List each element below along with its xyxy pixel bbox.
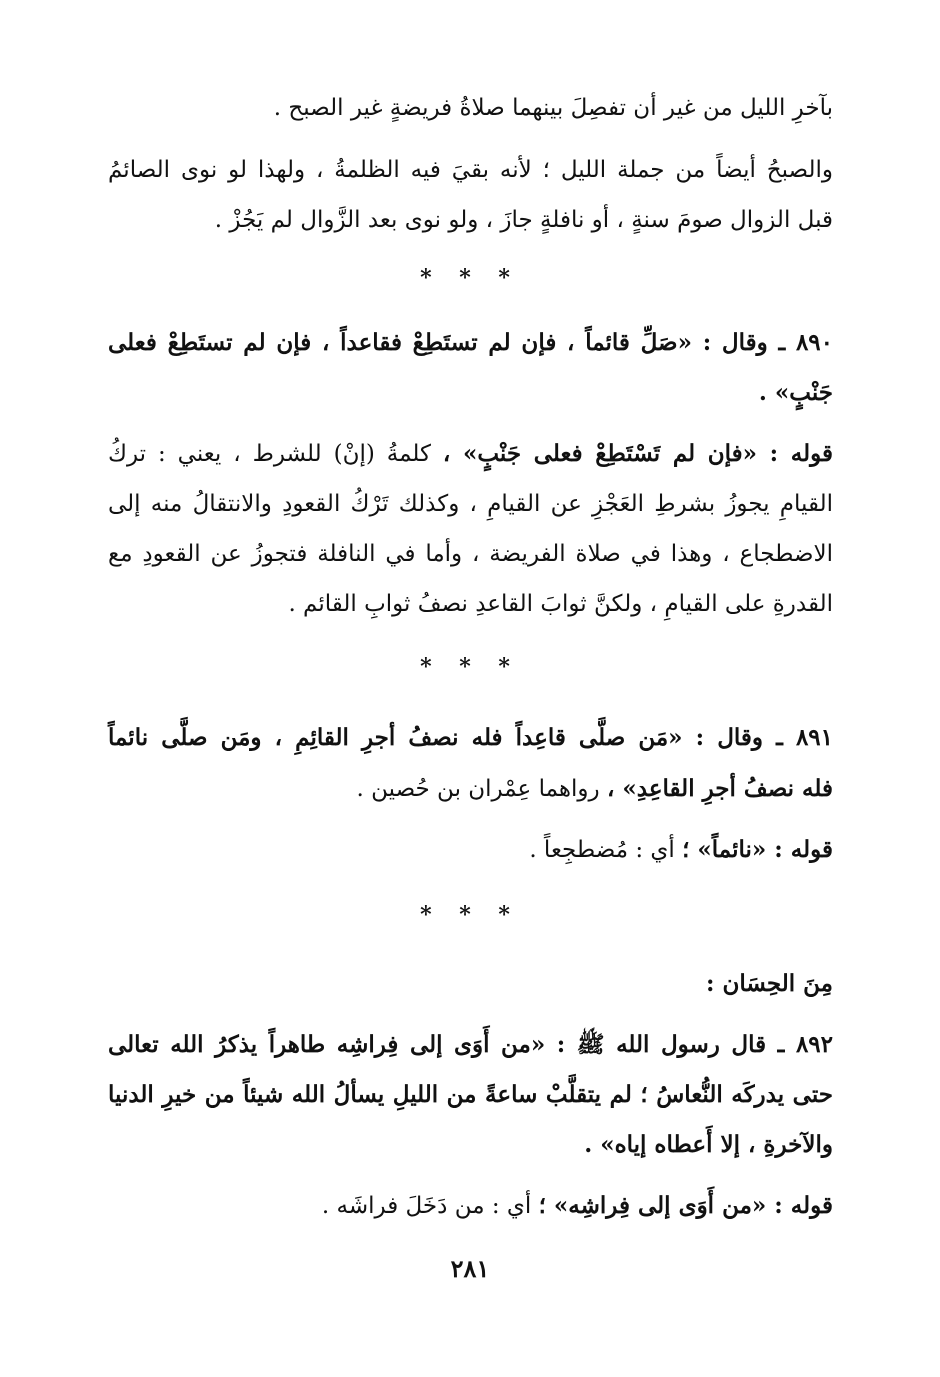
commentary-quote: قوله : «فإن لم تَسْتَطِعْ فعلى جَنْبٍ» ،	[442, 440, 833, 467]
hadith-892-line: والآخرةِ ، إلا أَعطاه إياه» .	[584, 1131, 833, 1158]
page-number: ٢٨١	[450, 1254, 490, 1283]
section-separator: * * *	[420, 265, 520, 291]
commentary-text: كلمةُ (إنْ) للشرط ، يعني : تركُ	[108, 441, 443, 467]
text-line: والصبحُ أيضاً من جملة الليل ؛ لأنه بقيَ فيه الظلمةُ ، ولهذا لو نوى الصائمُ	[108, 157, 833, 183]
commentary-line	[108, 434, 833, 474]
hadith-891-text: فله نصفُ أجرِ القاعِدِ» ،	[606, 775, 833, 802]
hadith-891-line: ٨٩١ ـ وقال : «مَن صلَّى قاعِداً فله نصفُ أجرِ القائِمِ ، ومَن صلَّى نائماً	[108, 724, 833, 751]
narration-text: رواهما عِمْران بن حُصين .	[356, 776, 607, 802]
hadith-891-line	[108, 769, 833, 809]
commentary-quote: قوله : «من أَوَى إلى فِراشِه» ؛	[538, 1192, 833, 1219]
commentary-line: القيامِ يجوزُ بشرطِ العَجْزِ عن القيامِ ، وكذلك تَرْكُ القعودِ والانتقالُ منه إلى	[108, 491, 833, 517]
hadith-890-line: جَنْبٍ» .	[758, 379, 833, 406]
commentary-line: القدرةِ على القيامِ ، ولكنَّ ثوابَ القاعدِ نصفُ ثوابِ القائم .	[288, 591, 833, 617]
section-separator: * * *	[420, 654, 520, 680]
hadith-892-line: ٨٩٢ ـ قال رسول الله ﷺ : «من أَوَى إلى فِراشِه طاهراً يذكرُ الله تعالى	[108, 1031, 833, 1058]
section-separator: * * *	[420, 902, 520, 928]
hadith-890-line: ٨٩٠ ـ وقال : «صَلِّ قائماً ، فإن لم تستَطِعْ فقاعداً ، فإن لم تستَطِعْ فعلى	[108, 329, 833, 356]
text-line: قبل الزوال صومَ سنةٍ ، أو نافلةٍ جازَ ، ولو نوى بعد الزَّوال لم يَجُزْ .	[214, 207, 833, 233]
commentary-line	[108, 1186, 833, 1226]
commentary-text: أي : مُضطجِعاً .	[529, 837, 683, 863]
commentary-line: الاضطجاع ، وهذا في صلاة الفريضة ، وأما في النافلة فتجوزُ عن القعودِ مع	[108, 541, 833, 567]
section-heading: مِنَ الحِسَان :	[706, 970, 833, 997]
text-line: بآخرِ الليل من غير أن تفصِلَ بينهما صلاةُ فريضةٍ غير الصبح .	[273, 95, 833, 121]
commentary-line	[108, 830, 833, 870]
commentary-quote: قوله : «نائماً» ؛	[682, 836, 833, 863]
commentary-text: أي : من دَخَلَ فراشَه .	[321, 1193, 539, 1219]
hadith-892-line: حتى يدركَه النُّعاسُ ؛ لم يتقلَّبْ ساعةً من الليلِ يسألُ الله شيئاً من خيرِ الدنيا	[108, 1081, 833, 1108]
